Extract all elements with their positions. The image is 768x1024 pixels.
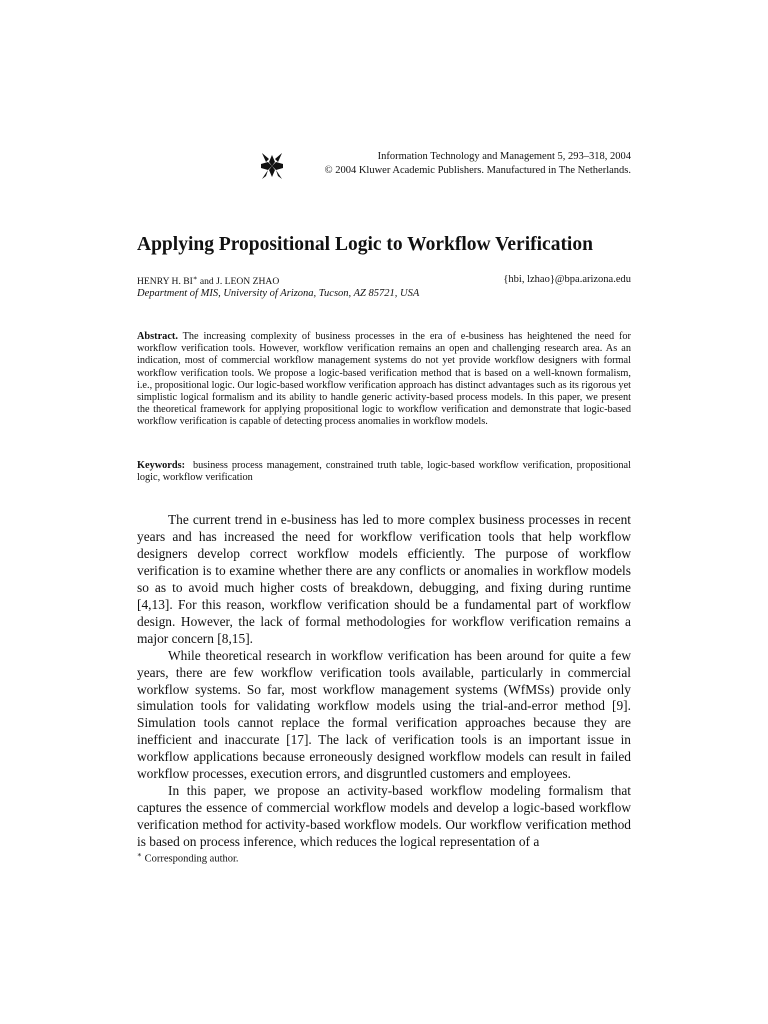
author-line xyxy=(137,274,279,287)
copyright-line: © 2004 Kluwer Academic Publishers. Manufactured in The Netherlands. xyxy=(324,164,631,176)
abstract-text: The increasing complexity of business processes in the era of e-business has heightened the need for workflow verification tools. However, workflow verification remains an open and challenging research area. As an indication, most of commercial workflow management systems do not yet provide workflow designers with formal workflow verification tools. We propose a logic-based verification method that is based on a well-known formalism, i.e., propositional logic. Our logic-based workflow verification approach has distinct advantages such as its rigorous yet simplistic logical formalism and its ability to handle generic activity-based process models. In this paper, we present the theoretical framework for applying propositional logic to workflow verification and demonstrate that logic-based workflow verification is capable of detecting process anomalies in workflow models. xyxy=(137,331,631,428)
abstract xyxy=(137,331,631,429)
abstract-label: Abstract. xyxy=(137,331,178,342)
body-paragraph: In this paper, we propose an activity-based workflow modeling formalism that captures the essence of commercial workflow models and develop a logic-based workflow verification method for activity-based workflow models. Our workflow verification method is based on process inference, which reduces the logical representation of a xyxy=(137,783,631,850)
keywords-label: Keywords: xyxy=(137,460,186,471)
other-authors: and J. LEON ZHAO xyxy=(197,276,280,288)
body-paragraph: While theoretical research in workflow verification has been around for quite a few years, there are few workflow verification tools available, particularly in commercial workflow systems. So far, most workflow management systems (WfMSs) provide only simulation tools for validating workflow models using the trial-and-error method [9]. Simulation tools cannot replace the formal verification approaches because they are inefficient and inaccurate [17]. The lack of verification tools is an important issue in workflow applications because erroneously designed workflow models can result in failed workflow processes, execution errors, and disgruntled customers and employees. xyxy=(137,647,631,782)
journal-header xyxy=(137,150,631,180)
footnote-text: Corresponding author. xyxy=(142,853,239,865)
journal-line: Information Technology and Management 5, 293–318, 2004 xyxy=(377,151,631,162)
body-text xyxy=(137,512,631,851)
footnote-mark: ∗ xyxy=(137,850,142,859)
keywords-text: business process management, constrained truth table, logic-based workflow verification, propositional logic, workflow verification xyxy=(137,460,631,484)
footnote xyxy=(137,850,239,865)
publisher-logo-icon xyxy=(260,152,284,180)
paper-title: Applying Propositional Logic to Workflow Verification xyxy=(137,234,593,255)
author-affiliation: Department of MIS, University of Arizona, Tucson, AZ 85721, USA xyxy=(137,288,420,299)
author-email: {hbi, lzhao}@bpa.arizona.edu xyxy=(503,274,631,285)
body-paragraph: The current trend in e-business has led to more complex business processes in recent years and has increased the need for workflow verification tools that help workflow designers develop correct workflow models efficiently. The purpose of workflow verification is to examine whether there are any conflicts or anomalies in workflow models so as to avoid much higher costs of breakdown, debugging, and fixing during runtime [4,13]. For this reason, workflow verification should be a fundamental part of workflow design. However, the lack of formal methodologies for workflow verification remains a major concern [8,15]. xyxy=(137,512,631,646)
first-author: HENRY H. BI xyxy=(137,276,193,288)
keywords xyxy=(137,460,631,485)
corresponding-mark: ∗ xyxy=(192,275,198,282)
journal-citation xyxy=(325,150,631,177)
